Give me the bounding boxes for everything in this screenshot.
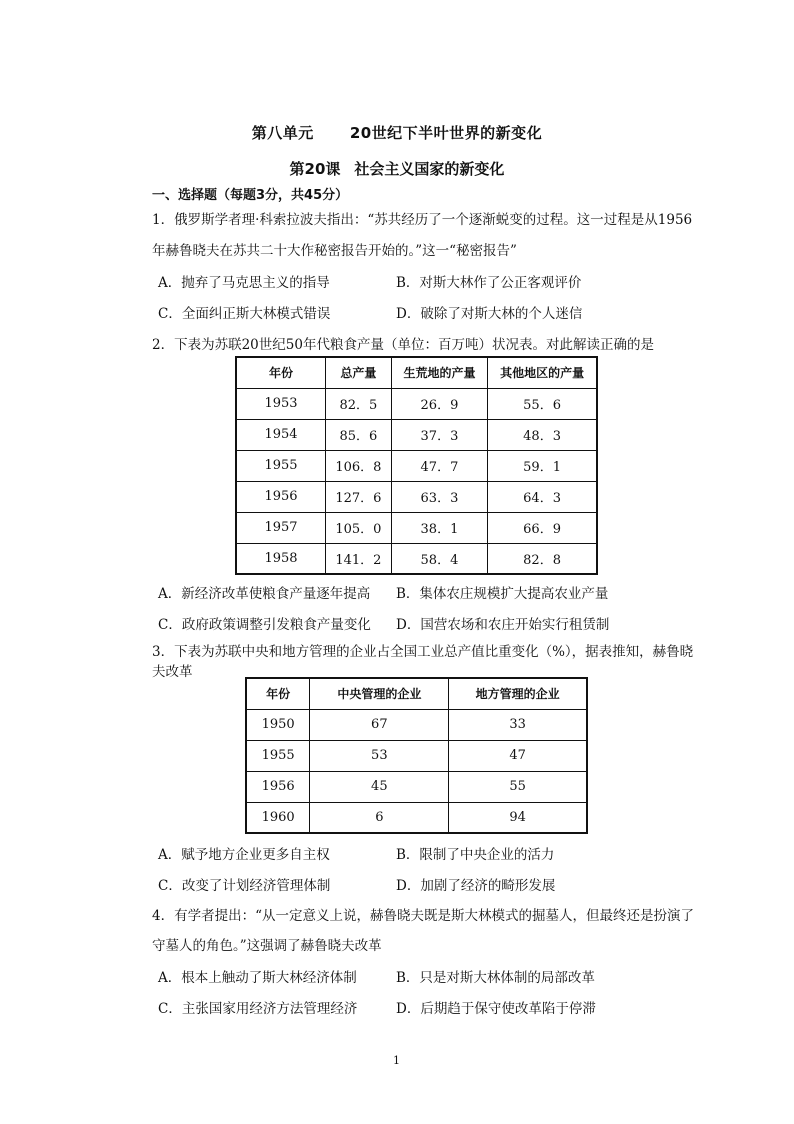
q1-stem-line1: 1．俄罗斯学者理·科索拉波夫指出：“苏共经历了一个逐渐蜕变的过程。这一过程是从1956 — [152, 212, 693, 228]
table-cell: 127．6 — [326, 481, 392, 512]
table-cell: 48．3 — [488, 419, 597, 450]
table-row — [236, 481, 597, 512]
q4-stem-line2: 守墓人的角色。”这强调了赫鲁晓夫改革 — [152, 938, 382, 954]
table-cell: 59．1 — [488, 450, 597, 481]
table-cell: 58．4 — [391, 543, 487, 574]
q3-option-a: A．赋予地方企业更多自主权 — [158, 847, 330, 863]
table-row — [236, 543, 597, 574]
table-cell: 1950 — [246, 709, 310, 740]
table-cell: 1957 — [236, 512, 326, 543]
q1-option-d: D．破除了对斯大林的个人迷信 — [396, 306, 583, 322]
table-cell: 45 — [310, 771, 449, 802]
table-row — [236, 450, 597, 481]
q4-option-a: A．根本上触动了斯大林经济体制 — [158, 970, 357, 986]
table-row — [236, 419, 597, 450]
table-cell: 82．5 — [326, 388, 392, 419]
q2-option-d: D．国营农场和农庄开始实行租赁制 — [396, 617, 610, 633]
table-cell: 33 — [449, 709, 587, 740]
table-cell: 1960 — [246, 802, 310, 833]
table-row — [236, 512, 597, 543]
q3-option-b: B．限制了中央企业的活力 — [396, 847, 555, 863]
table-row — [246, 709, 587, 740]
q4-stem-line1: 4．有学者提出：“从一定意义上说，赫鲁晓夫既是斯大林模式的掘墓人，但最终还是扮演了 — [152, 908, 694, 924]
q3-stem-line2: 夫改革 — [152, 664, 193, 680]
table-cell: 82．8 — [488, 543, 597, 574]
table-cell: 55 — [449, 771, 587, 802]
q3-option-d: D．加剧了经济的畸形发展 — [396, 878, 556, 894]
table-cell: 66．9 — [488, 512, 597, 543]
q4-option-b: B．只是对斯大林体制的局部改革 — [396, 970, 595, 986]
table-cell: 1955 — [236, 450, 326, 481]
table-cell: 47 — [449, 740, 587, 771]
q1-stem-line2: 年赫鲁晓夫在苏共二十大作秘密报告开始的。”这一“秘密报告” — [152, 243, 517, 259]
q4-option-c: C．主张国家用经济方法管理经济 — [158, 1001, 358, 1017]
unit-title-number: 第八单元 — [251, 124, 314, 142]
q2-header-other-regions: 其他地区的产量 — [488, 357, 597, 388]
q3-enterprise-table — [245, 677, 588, 834]
table-cell: 1953 — [236, 388, 326, 419]
q3-stem-line1: 3．下表为苏联中央和地方管理的企业占全国工业总产值比重变化（%），据表推知，赫鲁晓 — [152, 644, 694, 660]
table-cell: 141．2 — [326, 543, 392, 574]
table-cell: 105．0 — [326, 512, 392, 543]
table-cell: 1956 — [236, 481, 326, 512]
table-cell: 37．3 — [391, 419, 487, 450]
table-row — [236, 388, 597, 419]
q2-stem: 2．下表为苏联20世纪50年代粮食产量（单位：百万吨）状况表。对此解读正确的是 — [152, 337, 654, 353]
table-row — [246, 740, 587, 771]
table-cell: 6 — [310, 802, 449, 833]
lesson-title — [0, 158, 794, 179]
q2-option-a: A．新经济改革使粮食产量逐年提高 — [158, 586, 371, 602]
table-cell: 1956 — [246, 771, 310, 802]
q2-header-year: 年份 — [236, 357, 326, 388]
table-cell: 47．7 — [391, 450, 487, 481]
unit-title-name: 20世纪下半叶世界的新变化 — [349, 124, 543, 142]
lesson-title-number: 第20课 — [289, 160, 341, 178]
table-cell: 94 — [449, 802, 587, 833]
q3-option-c: C．改变了计划经济管理体制 — [158, 878, 331, 894]
table-row — [246, 802, 587, 833]
q2-header-total: 总产量 — [326, 357, 392, 388]
q2-option-c: C．政府政策调整引发粮食产量变化 — [158, 617, 371, 633]
q3-header-local: 地方管理的企业 — [449, 678, 587, 709]
table-cell: 63．3 — [391, 481, 487, 512]
table-cell: 26．9 — [391, 388, 487, 419]
q3-header-year: 年份 — [246, 678, 310, 709]
section-heading: 一、选择题（每题3分，共45分） — [152, 188, 349, 203]
table-cell: 67 — [310, 709, 449, 740]
q1-option-a: A．抛弃了马克思主义的指导 — [158, 275, 330, 291]
q3-table-header-row — [246, 678, 587, 709]
table-cell: 64．3 — [488, 481, 597, 512]
q4-option-d: D．后期趋于保守使改革陷于停滞 — [396, 1001, 596, 1017]
q1-option-b: B．对斯大林作了公正客观评价 — [396, 275, 582, 291]
table-cell: 1955 — [246, 740, 310, 771]
lesson-title-name: 社会主义国家的新变化 — [354, 160, 505, 178]
table-cell: 53 — [310, 740, 449, 771]
q3-header-central: 中央管理的企业 — [310, 678, 449, 709]
unit-title — [0, 122, 794, 143]
q2-header-virgin-land: 生荒地的产量 — [391, 357, 487, 388]
table-row — [246, 771, 587, 802]
q2-grain-table — [235, 356, 598, 575]
q1-option-c: C．全面纠正斯大林模式错误 — [158, 306, 331, 322]
page-number: 1 — [393, 1054, 400, 1067]
table-cell: 38．1 — [391, 512, 487, 543]
table-cell: 1958 — [236, 543, 326, 574]
q2-table-header-row — [236, 357, 597, 388]
table-cell: 1954 — [236, 419, 326, 450]
table-cell: 106．8 — [326, 450, 392, 481]
q2-option-b: B．集体农庄规模扩大提高农业产量 — [396, 586, 609, 602]
table-cell: 55．6 — [488, 388, 597, 419]
table-cell: 85．6 — [326, 419, 392, 450]
